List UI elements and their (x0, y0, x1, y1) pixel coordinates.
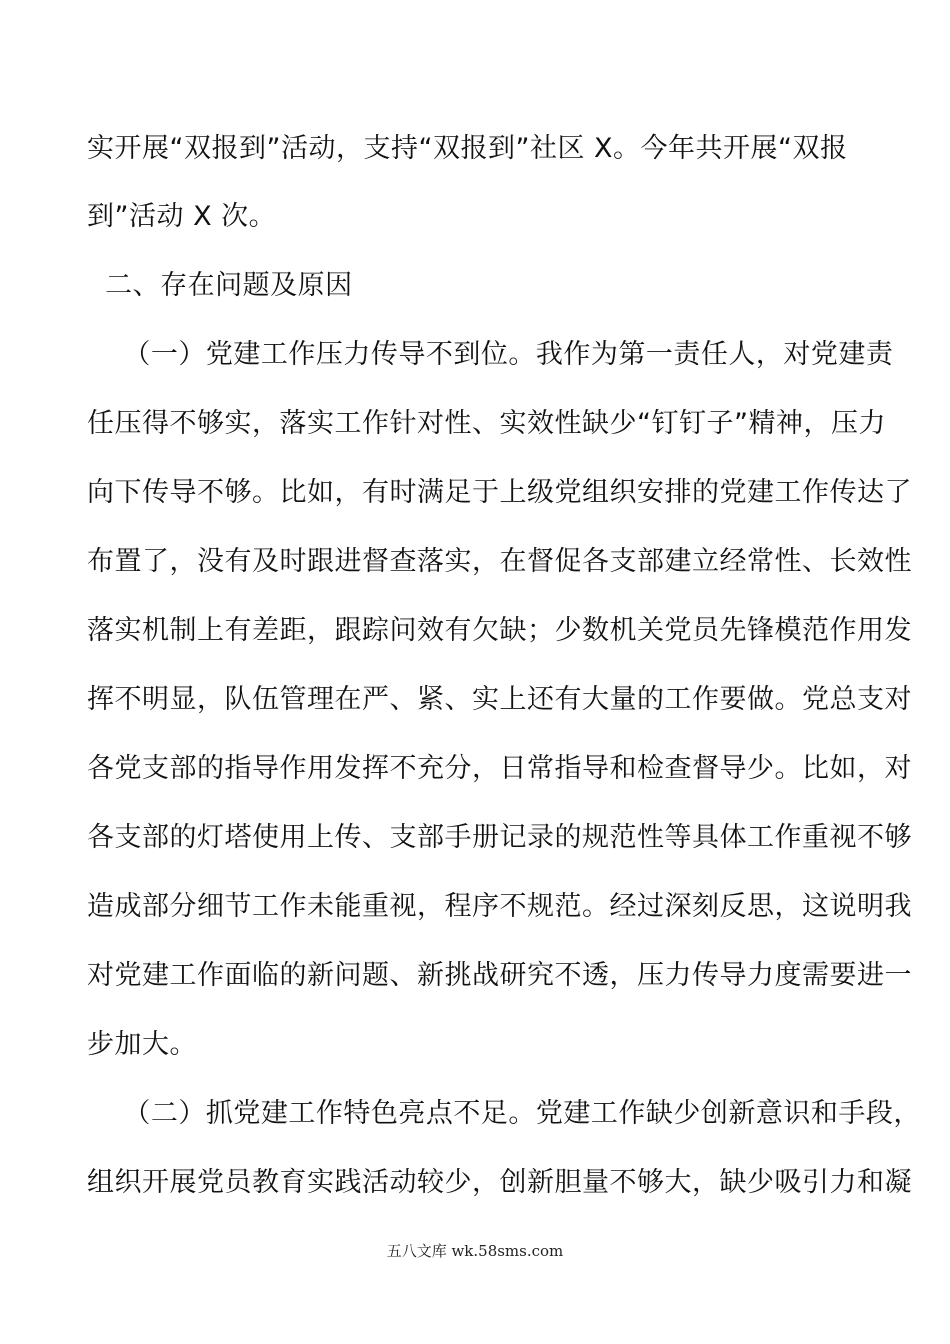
section-heading: 二、存在问题及原因 (87, 270, 353, 301)
text-line: （一）党建工作压力传导不到位。我作为第一责任人，对党建责 (87, 339, 894, 370)
text-line: 造成部分细节工作未能重视，程序不规范。经过深刻反思，这说明我 (87, 891, 912, 922)
text-line: 挥不明显，队伍管理在严、紧、实上还有大量的工作要做。党总支对 (87, 684, 912, 715)
text-line: 向下传导不够。比如，有时满足于上级党组织安排的党建工作传达了 (87, 477, 912, 508)
text-line: 到”活动 X 次。 (87, 201, 277, 232)
text-line: 任压得不够实，落实工作针对性、实效性缺少“钉钉子”精神，压力 (87, 408, 886, 439)
text-line: 各党支部的指导作用发挥不充分，日常指导和检查督导少。比如，对 (87, 753, 912, 784)
text-line: 步加大。 (87, 1029, 197, 1060)
text-line: 组织开展党员教育实践活动较少，创新胆量不够大，缺少吸引力和凝 (87, 1167, 912, 1198)
page-footer: 五八文库 wk.58sms.com (386, 1242, 564, 1260)
text-line: 实开展“双报到”活动，支持“双报到”社区 X。今年共开展“双报 (87, 133, 848, 164)
text-line: （二）抓党建工作特色亮点不足。党建工作缺少创新意识和手段， (87, 1098, 921, 1129)
text-line: 落实机制上有差距，跟踪问效有欠缺；少数机关党员先锋模范作用发 (87, 615, 912, 646)
text-line: 布置了，没有及时跟进督查落实，在督促各支部建立经常性、长效性 (87, 546, 912, 577)
text-line: 对党建工作面临的新问题、新挑战研究不透，压力传导力度需要进一 (87, 960, 912, 991)
text-line: 各支部的灯塔使用上传、支部手册记录的规范性等具体工作重视不够 (87, 822, 912, 853)
